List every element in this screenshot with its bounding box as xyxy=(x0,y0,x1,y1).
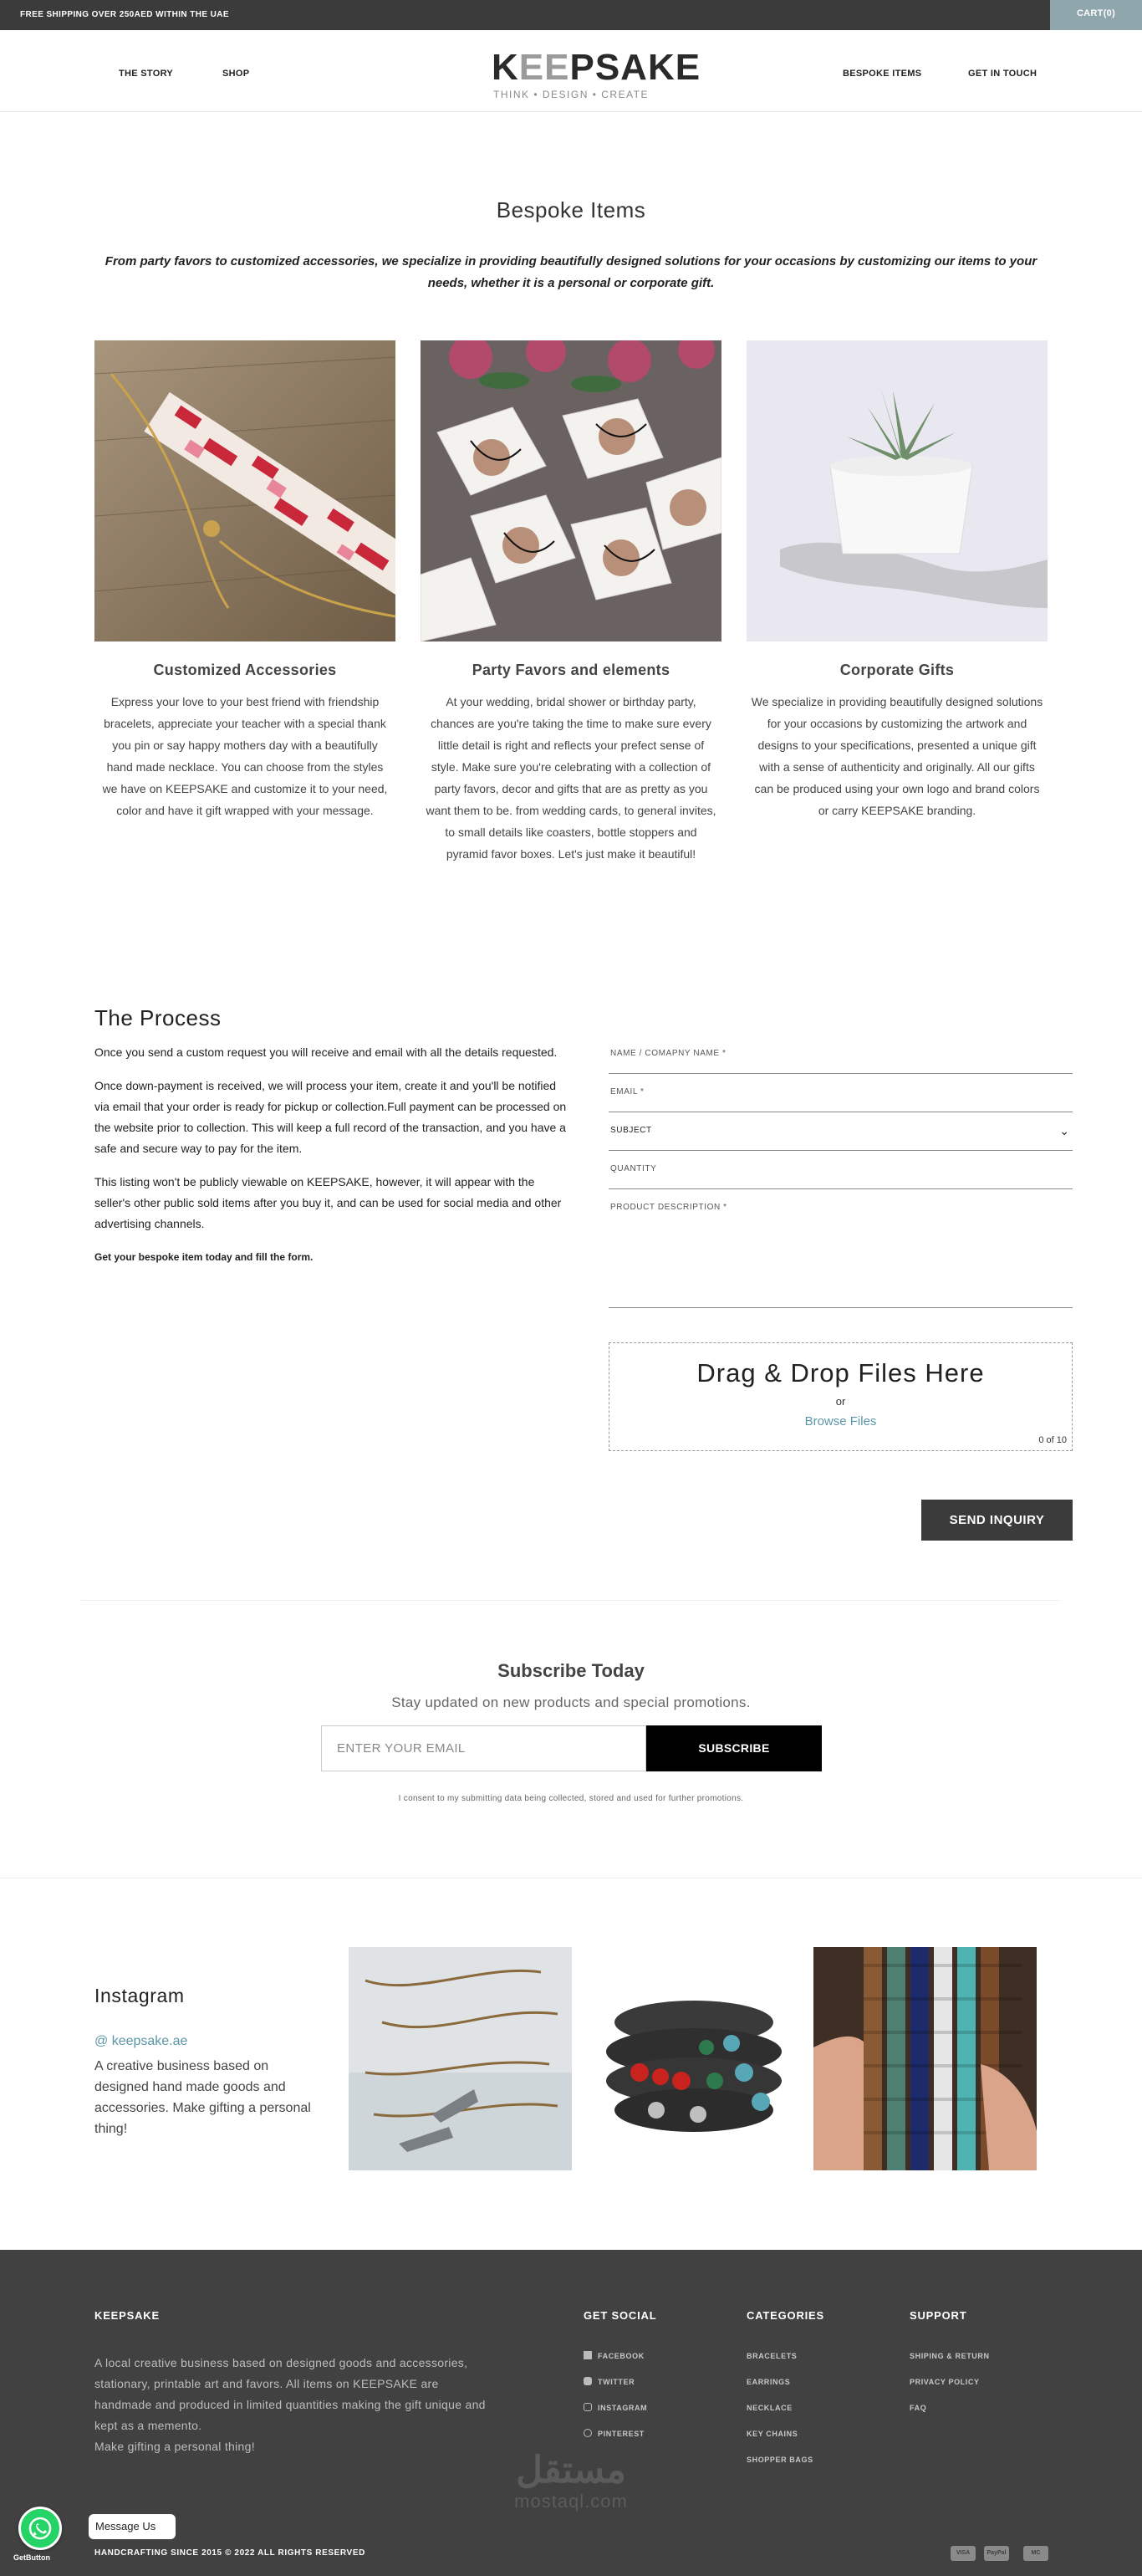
card-corporate-gifts xyxy=(747,340,1048,821)
paypal-icon: PayPal xyxy=(984,2546,1009,2561)
card-title: Corporate Gifts xyxy=(839,662,955,678)
name-field[interactable]: NAME / COMAPNY NAME * xyxy=(609,1037,1073,1074)
visa-icon: VISA xyxy=(951,2546,976,2561)
footer-categories-title: CATEGORIES xyxy=(747,2309,824,2322)
dropzone-or: or xyxy=(835,1395,846,1408)
subject-select[interactable]: SUBJECT ⌄ xyxy=(609,1114,1073,1151)
instagram-description: A creative business based on designed hand made goods and accessories. Make gifting a personal thing! xyxy=(94,2059,311,2136)
footer-support-title: SUPPORT xyxy=(910,2309,967,2322)
subscribe-button[interactable]: SUBSCRIBE xyxy=(646,1725,822,1771)
instagram-title: Instagram xyxy=(94,1985,185,2006)
chevron-down-icon: ⌄ xyxy=(1059,1124,1069,1137)
card-text: We specialize in providing beautifully designed solutions for your occasions by customizing the artwork and designs to your specifications, presented a unique gift with a sense of authenticity and originally. All our gifts can be produced using your own logo and brand colors or carry KEEPSAKE branding. xyxy=(751,695,1043,817)
footer-brand: KEEPSAKE xyxy=(94,2309,160,2322)
nav-the-story[interactable]: THE STORY xyxy=(119,69,174,79)
pinterest-link[interactable]: PINTEREST xyxy=(584,2430,647,2456)
file-dropzone[interactable] xyxy=(609,1342,1073,1451)
card-title: Party Favors and elements xyxy=(472,662,670,678)
copyright-text: HANDCRAFTING SINCE 2015 © 2022 ALL RIGHTS RESERVED xyxy=(94,2548,365,2558)
twitter-icon xyxy=(584,2377,592,2385)
process-paragraph: Once you send a custom request you will receive and email with all the details requested. xyxy=(94,1045,558,1059)
footer-categories-list xyxy=(747,2352,813,2481)
dropzone-title: Drag & Drop Files Here xyxy=(696,1358,985,1388)
consent-text: I consent to my submitting data being collected, stored and used for further promotions. xyxy=(398,1794,744,1803)
footer-social-title: GET SOCIAL xyxy=(584,2309,657,2322)
nav-bespoke-items[interactable]: BESPOKE ITEMS xyxy=(843,69,922,79)
process-paragraph: This listing won't be publicly viewable on KEEPSAKE, however, it will appear with the seller's other public sold items after you buy it, and can be used for social media and other advertising channels. xyxy=(94,1175,562,1230)
support-link[interactable]: FAQ xyxy=(910,2404,927,2412)
whatsapp-button[interactable] xyxy=(18,2507,62,2550)
footer-support-list xyxy=(910,2352,990,2430)
getbutton-credit[interactable]: GetButton xyxy=(13,2553,50,2562)
file-count: 0 of 10 xyxy=(1038,1435,1067,1445)
instagram-icon xyxy=(584,2403,592,2411)
instagram-post-2[interactable] xyxy=(581,1947,804,2170)
card-text: Express your love to your best friend with friendship bracelets, appreciate your teacher with a special thank you pin or say happy mothers day with a beautifully hand made necklace. You can choose from the styles we have on KEEPSAKE and customize it to your need, color and have it gift wrapped with your message. xyxy=(102,695,388,817)
send-inquiry-button[interactable]: SEND INQUIRY xyxy=(921,1500,1073,1541)
process-text xyxy=(94,1042,567,1280)
quantity-field[interactable]: QUANTITY xyxy=(609,1153,1073,1189)
inquiry-form xyxy=(609,1037,1073,1310)
category-link[interactable]: SHOPPER BAGS xyxy=(747,2456,813,2464)
facebook-link[interactable]: FACEBOOK xyxy=(584,2352,647,2378)
cart-button[interactable]: CART(0) xyxy=(1050,0,1142,30)
instagram-link[interactable]: INSTAGRAM xyxy=(584,2404,647,2430)
instagram-handle-link[interactable]: @ keepsake.ae xyxy=(94,2034,188,2048)
plant-in-hand-photo xyxy=(747,340,1048,641)
instagram-post-3[interactable] xyxy=(813,1947,1037,2170)
party-favors-photo xyxy=(421,340,721,641)
facebook-icon xyxy=(584,2351,592,2359)
message-us-bubble[interactable]: Message Us xyxy=(89,2514,176,2539)
page-title: Bespoke Items xyxy=(496,197,646,222)
process-title: The Process xyxy=(94,1005,222,1030)
keepsake-logo[interactable]: KEEPSAKE THINK • DESIGN • CREATE xyxy=(492,47,701,100)
browse-files-link[interactable]: Browse Files xyxy=(804,1414,877,1429)
category-link[interactable]: EARRINGS xyxy=(747,2378,791,2386)
instagram-post-1[interactable] xyxy=(349,1947,572,2170)
announcement-bar xyxy=(0,0,1142,30)
logo-tagline: THINK • DESIGN • CREATE xyxy=(492,89,650,100)
process-cta: Get your bespoke item today and fill the form. xyxy=(94,1251,314,1263)
category-link[interactable]: BRACELETS xyxy=(747,2352,798,2360)
subscribe-title: Subscribe Today xyxy=(497,1660,645,1681)
nav-get-in-touch[interactable]: GET IN TOUCH xyxy=(968,69,1037,79)
footer-social-list xyxy=(584,2352,647,2456)
footer-about: A local creative business based on designed goods and accessories, stationary, printable art and favors. All items on KEEPSAKE are handmade and produced in limited quantities making the gift unique and kept as a memento. Make gifting a personal thing! xyxy=(94,2356,486,2453)
subscribe-email-input[interactable]: ENTER YOUR EMAIL xyxy=(321,1725,646,1771)
mostaql-watermark: مستقل mostaql.com xyxy=(514,2450,628,2512)
support-link[interactable]: PRIVACY POLICY xyxy=(910,2378,980,2386)
twitter-link[interactable]: TWITTER xyxy=(584,2378,647,2404)
intro-text: From party favors to customized accessories, we specialize in providing beautifully designed solutions for your occasions by customizing our items to your needs, whether it is a personal or corporate gift. xyxy=(105,254,1037,290)
process-paragraph: Once down-payment is received, we will process your item, create it and you'll be notified via email that your order is ready for pickup or collection.Full payment can be processed on the website prior to collection. This will keep a full record of the transaction, and you have a safe and secure way to pay for the item. xyxy=(94,1079,567,1155)
mastercard-icon: MC xyxy=(1023,2546,1048,2561)
category-link[interactable]: KEY CHAINS xyxy=(747,2430,798,2438)
subscribe-text: Stay updated on new products and special promotions. xyxy=(391,1694,751,1710)
card-text: At your wedding, bridal shower or birthday party, chances are you're taking the time to make sure every little detail is right and reflects your prefect sense of style. Make sure you're celebrating with a collection of party favors, decor and gifts that are as pretty as you want them to be. from wedding cards, to general invites, to small details like coasters, bottle stoppers and pyramid favor boxes. Let's just make it beautiful! xyxy=(426,695,716,861)
nav-shop[interactable]: SHOP xyxy=(222,69,250,79)
card-party-favors xyxy=(421,340,721,865)
pinterest-icon xyxy=(584,2429,592,2437)
bracelet-photo xyxy=(94,340,395,641)
product-description-field[interactable]: PRODUCT DESCRIPTION * xyxy=(609,1191,1073,1308)
section-divider xyxy=(81,1600,1059,1601)
support-link[interactable]: SHIPING & RETURN xyxy=(910,2352,990,2360)
email-field[interactable]: EMAIL * xyxy=(609,1076,1073,1112)
whatsapp-icon xyxy=(21,2509,59,2548)
category-link[interactable]: NECKLACE xyxy=(747,2404,793,2412)
card-title: Customized Accessories xyxy=(153,662,337,678)
card-customized-accessories xyxy=(94,340,395,821)
free-shipping-text: FREE SHIPPING OVER 250AED WITHIN THE UAE xyxy=(20,10,229,19)
